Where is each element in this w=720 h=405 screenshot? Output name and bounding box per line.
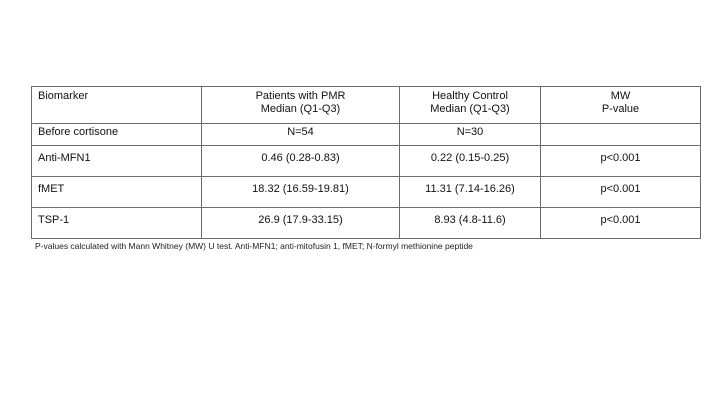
table-header-row bbox=[32, 87, 701, 124]
table-row bbox=[32, 177, 701, 208]
table-footnote: P-values calculated with Mann Whitney (MW) U test. Anti-MFN1; anti-mitofusin 1, fMET; N-formyl methionine peptide bbox=[35, 241, 473, 251]
group-pmr-n: N=54 bbox=[202, 124, 400, 146]
row-biomarker: fMET bbox=[32, 177, 202, 208]
header-patients-pmr bbox=[202, 87, 400, 124]
table-row bbox=[32, 146, 701, 177]
row-biomarker: TSP-1 bbox=[32, 208, 202, 239]
row-pvalue: p<0.001 bbox=[541, 177, 701, 208]
row-control-value: 8.93 (4.8-11.6) bbox=[400, 208, 541, 239]
header-patients-pmr-line1: Patients with PMR bbox=[255, 90, 346, 102]
group-label: Before cortisone bbox=[32, 124, 202, 146]
group-pvalue bbox=[541, 124, 701, 146]
row-pvalue: p<0.001 bbox=[541, 146, 701, 177]
header-mw-pvalue-line2: P-value bbox=[601, 103, 640, 115]
header-patients-pmr-line2: Median (Q1-Q3) bbox=[260, 103, 341, 115]
header-healthy-control-line1: Healthy Control bbox=[432, 90, 508, 102]
header-healthy-control bbox=[400, 87, 541, 124]
row-biomarker: Anti-MFN1 bbox=[32, 146, 202, 177]
header-mw-pvalue-line1: MW bbox=[610, 90, 631, 102]
group-control-n: N=30 bbox=[400, 124, 541, 146]
row-control-value: 11.31 (7.14-16.26) bbox=[400, 177, 541, 208]
row-control-value: 0.22 (0.15-0.25) bbox=[400, 146, 541, 177]
row-pmr-value: 18.32 (16.59-19.81) bbox=[202, 177, 400, 208]
table-row-before-cortisone bbox=[32, 124, 701, 146]
header-healthy-control-line2: Median (Q1-Q3) bbox=[430, 103, 510, 115]
row-pmr-value: 26.9 (17.9-33.15) bbox=[202, 208, 400, 239]
biomarker-table bbox=[31, 86, 701, 239]
header-biomarker: Biomarker bbox=[32, 87, 202, 124]
row-pmr-value: 0.46 (0.28-0.83) bbox=[202, 146, 400, 177]
header-mw-pvalue bbox=[541, 87, 701, 124]
table-row bbox=[32, 208, 701, 239]
row-pvalue: p<0.001 bbox=[541, 208, 701, 239]
